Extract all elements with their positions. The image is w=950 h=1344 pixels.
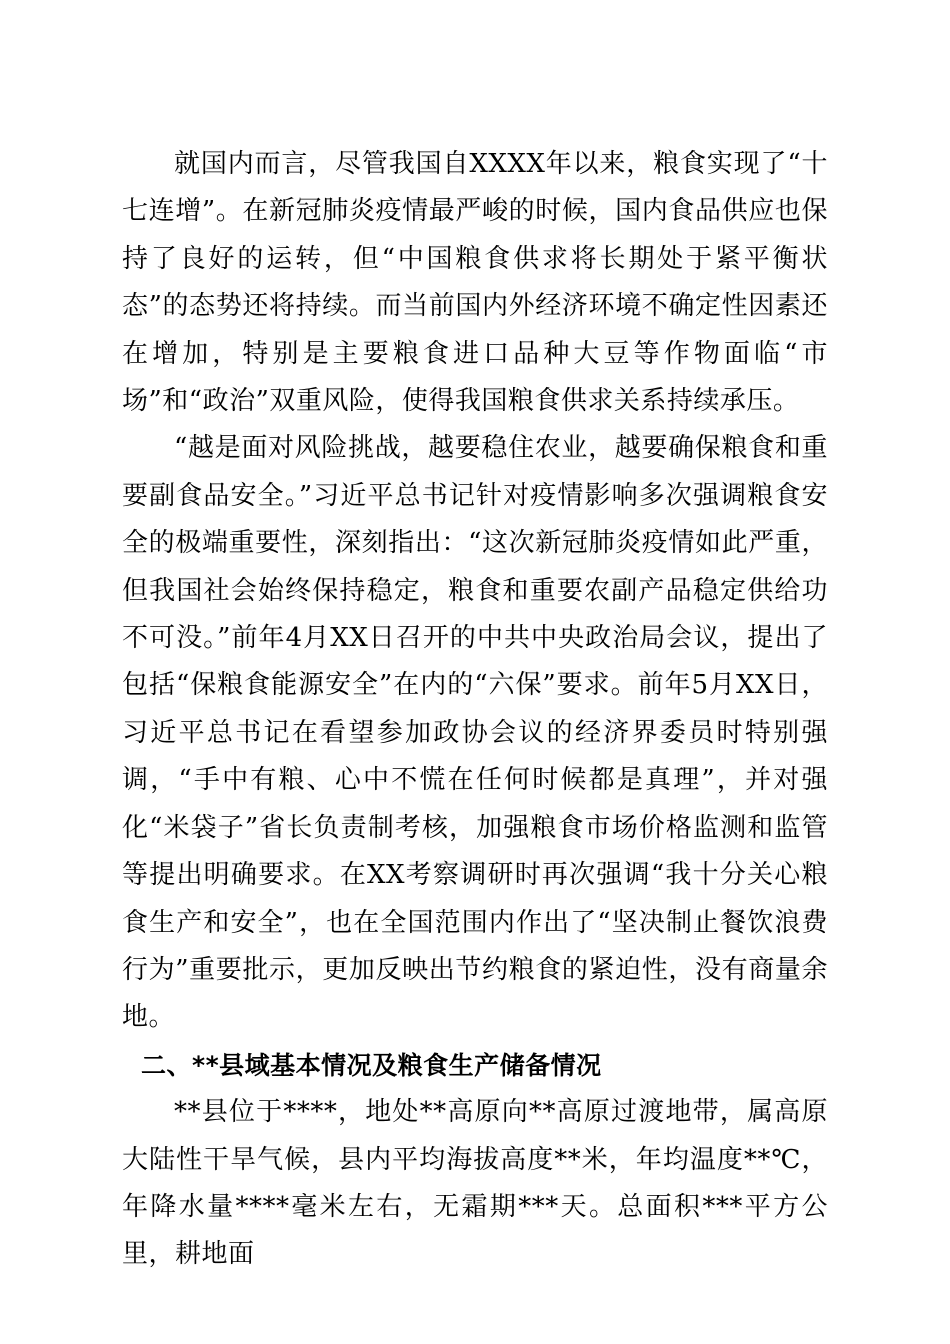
paragraph-county-overview: **县位于****，地处**高原向**高原过渡地带，属高原大陆性干旱气候，县内平均海拔高度**米，年均温度**℃，年降水量****毫米左右，无霜期***天。总面积***平方公里，耕地面: [122, 1097, 828, 1270]
document-body: [122, 141, 828, 1279]
section-heading: 二、**县域基本情况及粮食生产储备情况: [141, 1050, 602, 1080]
paragraph-food-security-quote: “越是面对风险挑战，越要稳住农业，越要确保粮食和重要副食品安全。”习近平总书记针对疫情影响多次强调粮食安全的极端重要性，深刻指出：“这次新冠肺炎疫情如此严重，但我国社会始终保持稳定，粮食和重要农副产品稳定供给功不可没。”前年4月XX日召开的中共中央政治局会议，提出了包括“保粮食能源安全”在内的“六保”要求。前年5月XX日，习近平总书记在看望参加政协会议的经济界委员时特别强调，“手中有粮、心中不慌在任何时候都是真理”，并对强化“米袋子”省长负责制考核，加强粮食市场价格监测和监管等提出明确要求。在XX考察调研时再次强调“我十分关心粮食生产和安全”，也在全国范围内作出了“坚决制止餐饮浪费行为”重要批示，更加反映出节约粮食的紧迫性，没有商量余地。: [122, 433, 828, 1033]
paragraph-domestic-grain: 就国内而言，尽管我国自XXXX年以来，粮食实现了“十七连增”。在新冠肺炎疫情最严峻的时候，国内食品供应也保持了良好的运转，但“中国粮食供求将长期处于紧平衡状态”的态势还将持续。而当前国内外经济环境不确定性因素还在增加，特别是主要粮食进口品种大豆等作物面临“市场”和“政治”双重风险，使得我国粮食供求关系持续承压。: [122, 149, 828, 417]
